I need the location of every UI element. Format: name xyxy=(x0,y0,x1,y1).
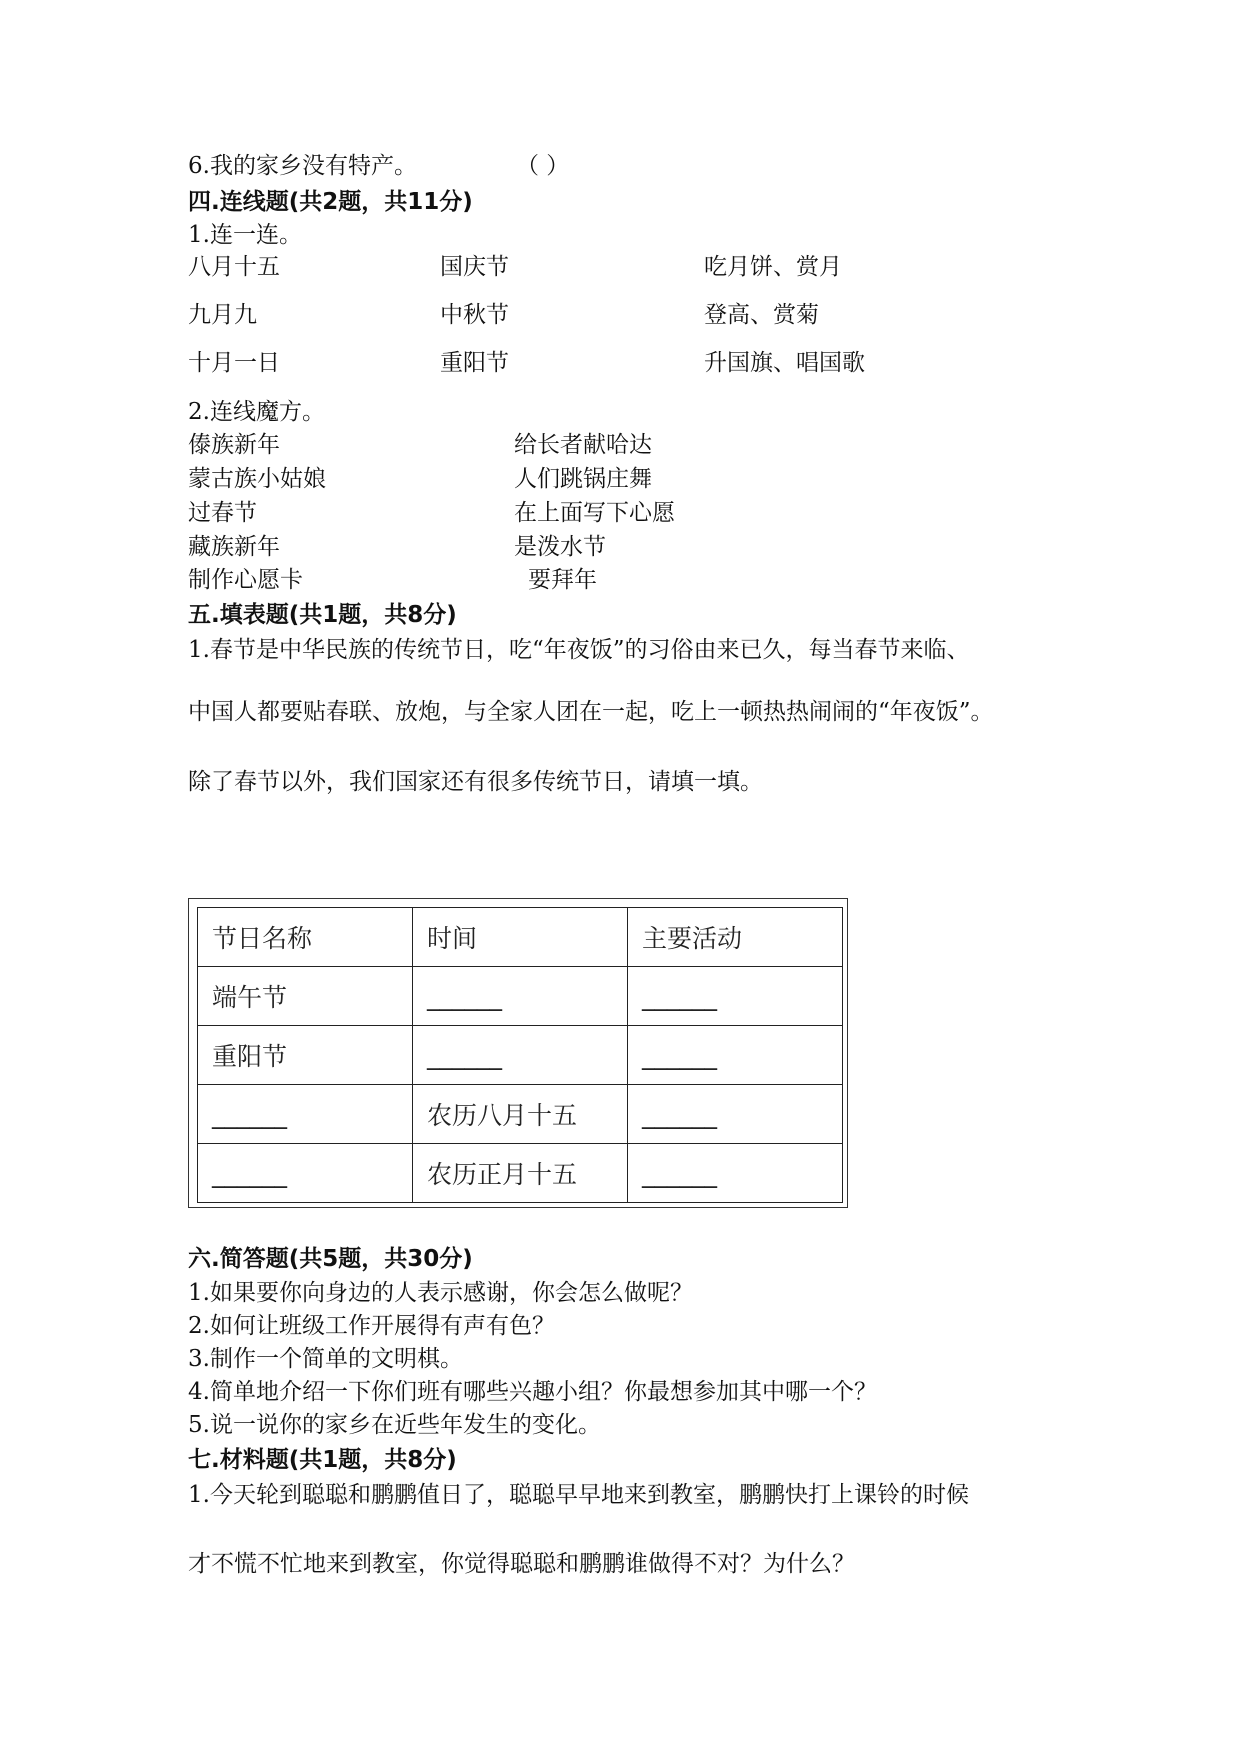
question-text: 3.制作一个简单的文明棋。 xyxy=(188,1346,463,1372)
match-item: 升国旗、唱国歌 xyxy=(704,350,865,376)
question-text: 1.如果要你向身边的人表示感谢，你会怎么做呢？ xyxy=(188,1280,693,1306)
answer-parentheses: （ ） xyxy=(516,153,570,179)
match-item: 八月十五 xyxy=(188,254,280,280)
question-text: 4.简单地介绍一下你们班有哪些兴趣小组？你最想参加其中哪一个？ xyxy=(188,1379,877,1405)
match-item: 在上面写下心愿 xyxy=(514,500,675,526)
blank-cell: ______ xyxy=(413,967,628,1026)
blank-cell: ______ xyxy=(198,1085,413,1144)
table-header-row xyxy=(198,908,843,967)
blank-cell: ______ xyxy=(413,1026,628,1085)
match-item: 蒙古族小姑娘 xyxy=(188,466,326,492)
section-title-matching: 四.连线题(共2题，共11分) xyxy=(188,189,473,215)
table-row xyxy=(198,1144,843,1203)
paragraph-line: 中国人都要贴春联、放炮，与全家人团在一起，吃上一顿热热闹闹的“年夜饭”。 xyxy=(188,699,994,725)
blank-cell: ______ xyxy=(628,1085,843,1144)
match-item: 过春节 xyxy=(188,500,257,526)
match-item: 登高、赏菊 xyxy=(704,302,819,328)
match-item: 给长者献哈达 xyxy=(514,432,652,458)
table-cell: 重阳节 xyxy=(198,1026,413,1085)
table-cell: 农历正月十五 xyxy=(413,1144,628,1203)
match-item: 要拜年 xyxy=(528,567,597,593)
table-cell: 农历八月十五 xyxy=(413,1085,628,1144)
match-item: 制作心愿卡 xyxy=(188,567,303,593)
match-item: 傣族新年 xyxy=(188,432,280,458)
match-item: 重阳节 xyxy=(440,350,509,376)
section-title-short-answer: 六.简答题(共5题，共30分) xyxy=(188,1246,473,1272)
blank-cell: ______ xyxy=(628,967,843,1026)
paragraph-line: 1.春节是中华民族的传统节日，吃“年夜饭”的习俗由来已久，每当春节来临、 xyxy=(188,637,970,663)
question-text: 2.如何让班级工作开展得有声有色？ xyxy=(188,1313,555,1339)
match-item: 是泼水节 xyxy=(514,534,606,560)
question-label: 2.连线魔方。 xyxy=(188,399,325,425)
table-cell: 端午节 xyxy=(198,967,413,1026)
table-header-cell: 时间 xyxy=(413,908,628,967)
match-item: 藏族新年 xyxy=(188,534,280,560)
match-item: 国庆节 xyxy=(440,254,509,280)
table-row xyxy=(198,967,843,1026)
blank-cell: ______ xyxy=(628,1144,843,1203)
festival-table-frame xyxy=(188,898,848,1208)
blank-cell: ______ xyxy=(628,1026,843,1085)
paragraph-line: 1.今天轮到聪聪和鹏鹏值日了，聪聪早早地来到教室，鹏鹏快打上课铃的时候 xyxy=(188,1482,969,1508)
match-item: 人们跳锅庄舞 xyxy=(514,466,652,492)
section-title-fill-table: 五.填表题(共1题，共8分) xyxy=(188,602,457,628)
question-text: 6.我的家乡没有特产。 xyxy=(188,153,417,179)
table-row xyxy=(198,1026,843,1085)
question-label: 1.连一连。 xyxy=(188,222,302,248)
match-item: 十月一日 xyxy=(188,350,280,376)
table-header-cell: 节日名称 xyxy=(198,908,413,967)
match-item: 吃月饼、赏月 xyxy=(704,254,842,280)
section-title-material: 七.材料题(共1题，共8分) xyxy=(188,1447,457,1473)
table-row xyxy=(198,1085,843,1144)
festival-table xyxy=(197,907,843,1203)
table-header-cell: 主要活动 xyxy=(628,908,843,967)
blank-cell: ______ xyxy=(198,1144,413,1203)
paragraph-line: 除了春节以外，我们国家还有很多传统节日，请填一填。 xyxy=(188,769,763,795)
match-item: 中秋节 xyxy=(440,302,509,328)
match-item: 九月九 xyxy=(188,302,257,328)
paragraph-line: 才不慌不忙地来到教室，你觉得聪聪和鹏鹏谁做得不对？为什么？ xyxy=(188,1551,855,1577)
question-text: 5.说一说你的家乡在近些年发生的变化。 xyxy=(188,1412,601,1438)
